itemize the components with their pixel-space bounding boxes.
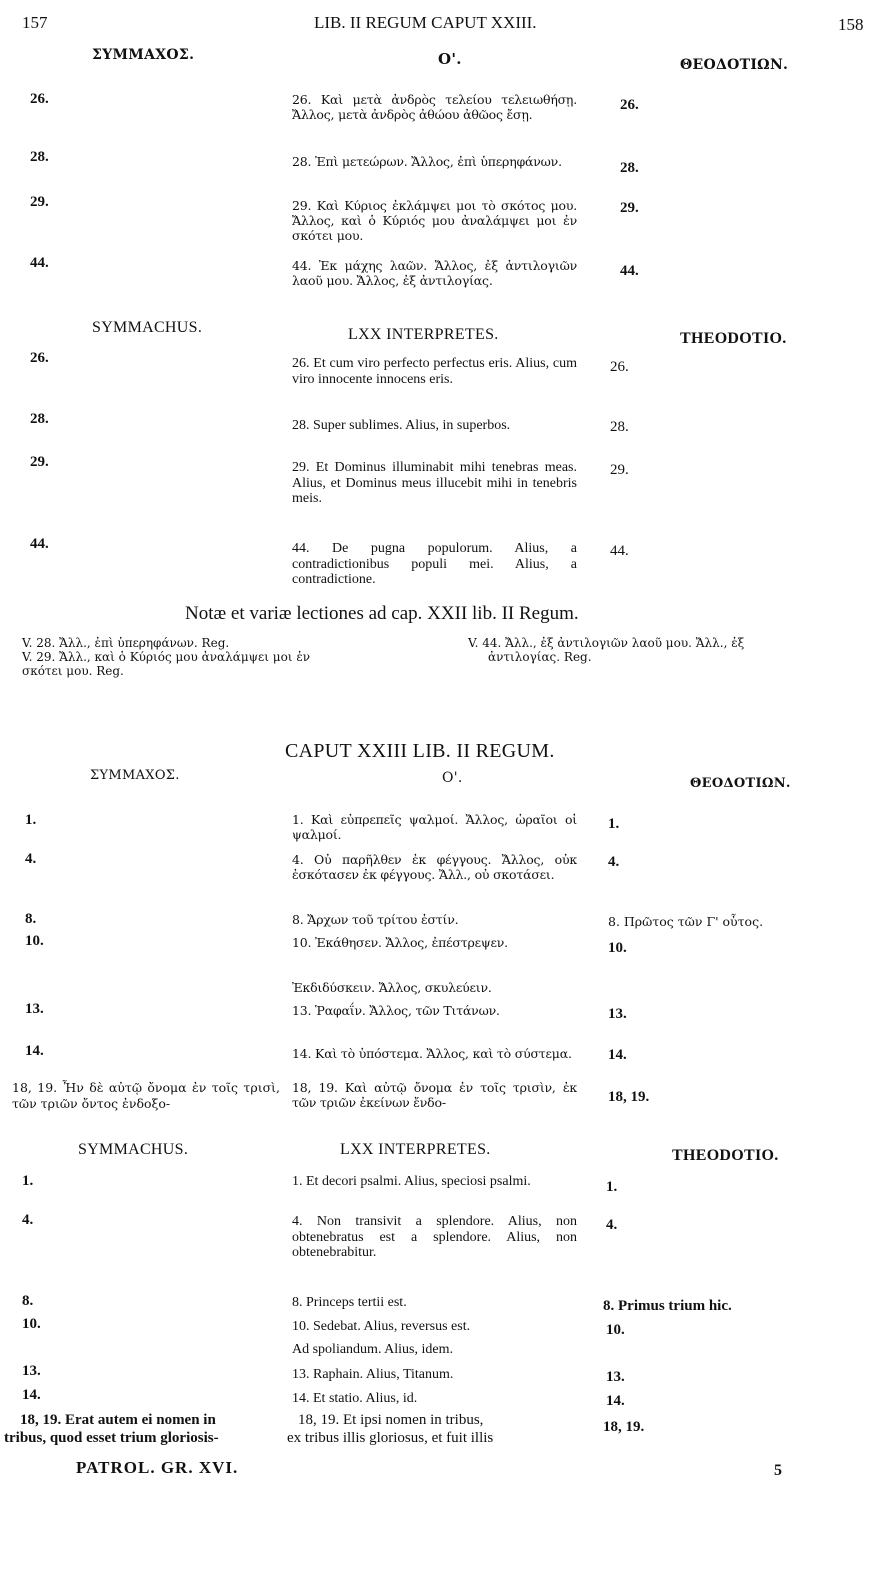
verse-text: 10. Ἐκάθησεν. Ἄλλος, ἐπέστρεψεν.	[292, 935, 508, 950]
column-header-symmachus-latin: SYMMACHUS.	[92, 319, 203, 336]
verse-text: 18, 19. Erat autem ei nomen in	[20, 1412, 216, 1428]
column-header-symmachus-latin: SYMMACHUS.	[78, 1141, 189, 1158]
verse-number: 44.	[620, 263, 639, 279]
verse-number: 4.	[22, 1212, 34, 1228]
footer-signature-number: 5	[774, 1462, 782, 1479]
verse-text: 14. Et statio. Alius, id.	[292, 1391, 418, 1406]
verse-text: 4. Οὐ παρῆλθεν ἐκ φέγγους. Ἄλλος, οὐκ ἐσκότασεν ἐκ φέγγους. Ἄλλ., οὐ σκοτάσει.	[292, 852, 577, 882]
verse-number: 1.	[608, 816, 620, 832]
verse-number: 10.	[606, 1322, 625, 1338]
verse-number: 4.	[25, 851, 37, 867]
verse-number: 26.	[30, 91, 49, 107]
verse-text: 14. Καὶ τὸ ὑπόστεμα. Ἄλλος, καὶ τὸ σύστεμα.	[292, 1046, 572, 1061]
verse-number: 18, 19.	[608, 1089, 650, 1105]
verse-text: 8. Princeps tertii est.	[292, 1295, 407, 1310]
verse-text: 18, 19. Καὶ αὐτῷ ὄνομα ἐν τοῖς τρισὶν, ἐκ τῶν τριῶν ἐκείνων ἔνδο-	[292, 1080, 577, 1110]
column-header-lxx-latin: LXX INTERPRETES.	[348, 326, 499, 343]
verse-number: 14.	[22, 1387, 41, 1403]
verse-text: 1. Et decori psalmi. Alius, speciosi psalmi.	[292, 1174, 531, 1189]
note-line: ἀντιλογίας. Reg.	[488, 650, 592, 664]
verse-number: 28.	[610, 419, 629, 435]
footer-signature: PATROL. GR. XVI.	[76, 1458, 239, 1477]
verse-text: 8. Primus trium hic.	[603, 1298, 732, 1314]
verse-number: 13.	[606, 1369, 625, 1385]
verse-text: 1. Καὶ εὐπρεπεῖς ψαλμοί. Ἄλλος, ὡραῖοι οἱ ψαλμοί.	[292, 812, 577, 842]
verse-text: 8. Πρῶτος τῶν Γ' οὗτος.	[608, 914, 764, 929]
verse-number: 14.	[25, 1043, 44, 1059]
verse-number: 29.	[30, 194, 49, 210]
verse-text: 44. Ἐκ μάχης λαῶν. Ἄλλος, ἐξ ἀντιλογιῶν λαοῦ μου. Ἄλλος, ἐξ ἀντιλογίας.	[292, 258, 577, 288]
column-header-symmachus-greek: ΣΥΜΜΑΧΟΣ.	[92, 47, 195, 63]
verse-text: 10. Sedebat. Alius, reversus est.	[292, 1319, 471, 1334]
verse-number: 44.	[30, 255, 49, 271]
column-header-theodotion-latin: THEODOTIO.	[680, 330, 787, 347]
verse-number: 1.	[25, 812, 37, 828]
verse-text: 26. Καὶ μετὰ ἀνδρὸς τελείου τελειωθήσῃ. Ἄλλος, μετὰ ἀνδρὸς ἀθώου ἀθῶος ἔσῃ.	[292, 92, 577, 122]
verse-number: 8.	[22, 1293, 34, 1309]
column-header-theodotion-latin: THEODOTIO.	[672, 1147, 779, 1164]
verse-number: 18, 19.	[603, 1419, 645, 1435]
note-line: σκότει μου. Reg.	[22, 664, 124, 678]
column-header-symmachus-greek: ΣΥΜΜΑΧΟΣ.	[90, 768, 180, 783]
verse-text: tribus, quod esset trium gloriosis-	[4, 1430, 219, 1446]
note-line: V. 44. Ἄλλ., ἐξ ἀντιλογιῶν λαοῦ μου. Ἄλλ., ἐξ	[468, 636, 745, 650]
verse-number: 28.	[30, 149, 49, 165]
column-header-theodotion-greek: ΘΕΟΔΟΤΙΩΝ.	[690, 776, 791, 791]
verse-number: 28.	[30, 411, 49, 427]
verse-number: 26.	[610, 359, 629, 375]
verse-number: 4.	[606, 1217, 618, 1233]
verse-number: 26.	[30, 350, 49, 366]
verse-text: 29. Et Dominus illuminabit mihi tenebras meas. Alius, et Dominus meus illucebit mihi in tenebris meis.	[292, 460, 577, 506]
verse-text: 28. Super sublimes. Alius, in superbos.	[292, 418, 511, 433]
verse-text: 29. Καὶ Κύριος ἐκλάμψει μοι τὸ σκότος μου. Ἄλλος, καὶ ὁ Κύριός μου ἀναλάμψει μοι ἐν σκότει μου.	[292, 198, 577, 243]
verse-number: 26.	[620, 97, 639, 113]
verse-number: 14.	[606, 1393, 625, 1409]
page-number-right: 158	[838, 15, 864, 34]
verse-number: 13.	[25, 1001, 44, 1017]
verse-number: 13.	[22, 1363, 41, 1379]
column-header-lxx-latin: LXX INTERPRETES.	[340, 1141, 491, 1158]
page-number-left: 157	[22, 13, 48, 32]
verse-number: 10.	[25, 933, 44, 949]
verse-text: Ad spoliandum. Alius, idem.	[292, 1342, 453, 1357]
column-header-lxx-greek: Ο'.	[442, 770, 463, 786]
verse-number: 44.	[30, 536, 49, 552]
verse-number: 10.	[22, 1316, 41, 1332]
verse-number: 13.	[608, 1006, 627, 1022]
verse-text: 13. Ῥαφαΐν. Ἄλλος, τῶν Τιτάνων.	[292, 1003, 500, 1018]
verse-number: 29.	[620, 200, 639, 216]
verse-text: 44. De pugna populorum. Alius, a contradictionibus populi mei. Alius, a contradictione.	[292, 541, 577, 587]
verse-number: 29.	[610, 462, 629, 478]
verse-number: 44.	[610, 543, 629, 559]
verse-text: ex tribus illis gloriosus, et fuit illis	[287, 1430, 494, 1446]
note-line: V. 28. Ἄλλ., ἐπὶ ὑπερηφάνων. Reg.	[22, 636, 230, 650]
verse-text: Ἐκδιδύσκειν. Ἄλλος, σκυλεύειν.	[292, 980, 492, 995]
verse-number: 28.	[620, 160, 639, 176]
verse-number: 1.	[606, 1179, 618, 1195]
verse-number: 8.	[25, 911, 37, 927]
verse-number: 1.	[22, 1173, 34, 1189]
notes-title: Notæ et variæ lectiones ad cap. XXII lib. II Regum.	[185, 603, 579, 624]
verse-text: 13. Raphain. Alius, Titanum.	[292, 1367, 454, 1382]
column-header-theodotion-greek: ΘΕΟΔΟΤΙΩΝ.	[680, 57, 789, 73]
verse-text: 18, 19. Ἦν δὲ αὐτῷ ὄνομα ἐν τοῖς τρισὶ, τῶν τριῶν ὄντος ἐνδοξο-	[12, 1080, 280, 1111]
verse-text: 28. Ἐπὶ μετεώρων. Ἄλλος, ἐπὶ ὑπερηφάνων.	[292, 154, 562, 169]
verse-number: 4.	[608, 854, 620, 870]
column-header-lxx-greek: Ο'.	[438, 50, 462, 68]
verse-number: 14.	[608, 1047, 627, 1063]
section-title: CAPUT XXIII LIB. II REGUM.	[285, 740, 555, 762]
verse-number: 10.	[608, 940, 627, 956]
verse-text: 18, 19. Et ipsi nomen in tribus,	[298, 1412, 484, 1428]
note-line: V. 29. Ἄλλ., καὶ ὁ Κύριός μου ἀναλάμψει μοι ἐν	[22, 650, 311, 664]
verse-text: 8. Ἄρχων τοῦ τρίτου ἐστίν.	[292, 912, 459, 927]
verse-text: 26. Et cum viro perfecto perfectus eris. Alius, cum viro innocente innocens eris.	[292, 356, 577, 387]
verse-number: 29.	[30, 454, 49, 470]
verse-text: 4. Non transivit a splendore. Alius, non obtenebratus est a splendore. Alius, non obtenebrabitur.	[292, 1214, 577, 1260]
running-title: LIB. II REGUM CAPUT XXIII.	[314, 13, 537, 32]
